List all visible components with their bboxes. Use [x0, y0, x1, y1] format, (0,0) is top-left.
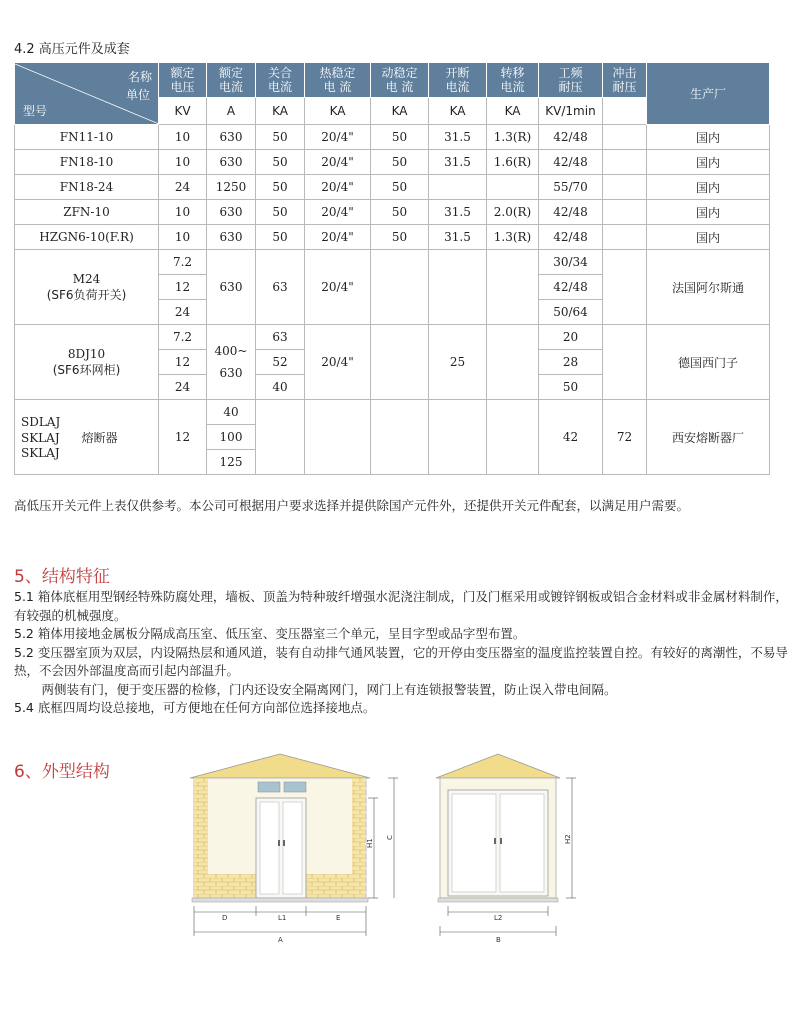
cell-power-frequency: 55/70	[539, 175, 603, 200]
para-5-1: 5.1 箱体底框用型钢经特殊防腐处理，墙板、顶盖为特种玻纤增强水泥浇注制成，门及门框采用或镀锌钢板或铝合金材料或非金属材料制作，有较强的机械强度。	[14, 589, 788, 623]
cell-power-frequency: 42/48	[539, 125, 603, 150]
cell-voltage: 12	[159, 350, 207, 375]
cell-voltage: 10	[159, 125, 207, 150]
cell-power-frequency: 50/64	[539, 300, 603, 325]
table-row	[15, 150, 770, 175]
cell-voltage: 10	[159, 225, 207, 250]
cell-breaking: 31.5	[429, 200, 487, 225]
cell-making: 50	[256, 150, 305, 175]
vent-left	[258, 782, 280, 792]
table-row	[15, 175, 770, 200]
dim-d: D	[222, 914, 228, 922]
right-roof	[436, 754, 560, 778]
table-note: 高低压开关元件上表仅供参考。本公司可根据用户要求选择并提供除国产元件外，还提供开关元件配套，以满足用户需要。	[14, 498, 690, 513]
dim-h1: H1	[366, 838, 374, 848]
cell-making: 50	[256, 225, 305, 250]
cell-transfer	[487, 400, 539, 475]
unit-ka-5: KA	[487, 98, 539, 125]
corner-model: 型号	[23, 103, 48, 118]
cell-thermal: 20/4"	[305, 325, 371, 400]
cell-breaking	[429, 175, 487, 200]
unit-kv-1min: KV/1min	[539, 98, 603, 125]
unit-ka-2: KA	[305, 98, 371, 125]
cell-dynamic	[371, 325, 429, 400]
cell-maker: 国内	[647, 175, 770, 200]
cell-maker: 国内	[647, 150, 770, 175]
cell-thermal: 20/4"	[305, 150, 371, 175]
cell-dynamic	[371, 250, 429, 325]
cell-dynamic: 50	[371, 225, 429, 250]
cell-maker: 法国阿尔斯通	[647, 250, 770, 325]
para-5-4: 5.4 底框四周均设总接地，可方便地在任何方向部位选择接地点。	[14, 700, 376, 715]
cell-model: HZGN6-10(F.R)	[15, 225, 159, 250]
cell-transfer	[487, 175, 539, 200]
cell-model: ZFN-10	[15, 200, 159, 225]
cell-breaking: 31.5	[429, 125, 487, 150]
cell-voltage: 12	[159, 275, 207, 300]
cell-current: 630	[207, 225, 256, 250]
cell-breaking: 31.5	[429, 225, 487, 250]
section-4-2-title: 4.2 高压元件及成套	[14, 42, 130, 57]
cell-impulse	[603, 150, 647, 175]
dj10-model-line1: 8DJ10	[67, 346, 106, 361]
cell-transfer: 2.0(R)	[487, 200, 539, 225]
cell-maker: 国内	[647, 125, 770, 150]
dj10-current-line2: 630	[219, 366, 243, 380]
cell-thermal	[305, 400, 371, 475]
corner-name: 名称	[127, 69, 152, 84]
header-breaking-current: 开断 电流	[429, 63, 487, 98]
cell-maker: 国内	[647, 200, 770, 225]
cell-impulse	[603, 125, 647, 150]
cell-model: FN18-24	[15, 175, 159, 200]
dim-l1: L1	[278, 914, 287, 922]
cell-making: 50	[256, 175, 305, 200]
cell-power-frequency: 42	[539, 400, 603, 475]
unit-ka-1: KA	[256, 98, 305, 125]
para-5-3: 5.2 变压器室顶为双层，内设隔热层和通风道，装有自动排气通风装置，它的开停由变压器室的温度监控装置自控。有较好的离潮性，不易导热，不会因外部温度高而引起内部温升。	[14, 644, 788, 678]
cell-making: 50	[256, 125, 305, 150]
table-row	[15, 225, 770, 250]
dim-l2: L2	[494, 914, 503, 922]
cell-making: 40	[256, 375, 305, 400]
m24-model-line2: (SF6负荷开关)	[46, 287, 127, 302]
dim-a: A	[278, 936, 283, 944]
cell-impulse	[603, 250, 647, 325]
dj10-current-line1: 400~	[214, 344, 248, 358]
cell-dynamic: 50	[371, 200, 429, 225]
cell-power-frequency: 30/34	[539, 250, 603, 275]
cell-current: 630	[207, 200, 256, 225]
cell-model: FN11-10	[15, 125, 159, 150]
cell-voltage: 12	[159, 400, 207, 475]
para-5-3b: 两侧装有门，便于变压器的检修，门内还设安全隔离网门，网门上有连锁报警装置，防止误入带电间隔。	[41, 681, 617, 697]
right-base	[438, 898, 558, 902]
cell-impulse	[603, 225, 647, 250]
cell-power-frequency: 20	[539, 325, 603, 350]
table-row-8dj10	[15, 325, 770, 350]
cell-voltage: 10	[159, 150, 207, 175]
cell-power-frequency: 42/48	[539, 150, 603, 175]
cell-breaking	[429, 400, 487, 475]
left-base	[192, 898, 368, 902]
table-row	[15, 200, 770, 225]
cell-voltage: 10	[159, 200, 207, 225]
cell-maker: 德国西门子	[647, 325, 770, 400]
cell-transfer	[487, 325, 539, 400]
cell-current: 125	[207, 450, 256, 475]
header-power-frequency: 工频 耐压	[539, 63, 603, 98]
header-rated-voltage: 额定 电压	[159, 63, 207, 98]
cell-impulse	[603, 200, 647, 225]
cell-current: 1250	[207, 175, 256, 200]
cell-transfer: 1.3(R)	[487, 225, 539, 250]
header-thermal-current: 热稳定 电 流	[305, 63, 371, 98]
table-row-fuse	[15, 400, 770, 425]
cell-current: 40	[207, 400, 256, 425]
table-row	[15, 125, 770, 150]
cell-thermal: 20/4"	[305, 125, 371, 150]
header-rated-current: 额定 电流	[207, 63, 256, 98]
section-5-body	[14, 588, 789, 718]
cell-current	[207, 325, 256, 400]
corner-unit: 单位	[125, 87, 150, 102]
cell-current: 100	[207, 425, 256, 450]
header-impulse: 冲击 耐压	[603, 63, 647, 98]
unit-ka-4: KA	[429, 98, 487, 125]
cell-making: 63	[256, 325, 305, 350]
spec-table	[14, 62, 770, 475]
cell-current: 630	[207, 250, 256, 325]
unit-impulse	[603, 98, 647, 125]
cell-making: 50	[256, 200, 305, 225]
cell-making: 63	[256, 250, 305, 325]
section-6-title: 6、外型结构	[14, 762, 110, 782]
dim-e: E	[336, 914, 341, 922]
cell-voltage: 7.2	[159, 325, 207, 350]
model-header-cell	[15, 63, 159, 125]
fuse-model-line1: SDLAJ	[21, 414, 61, 429]
cell-model-8dj10	[15, 325, 159, 400]
cell-power-frequency: 50	[539, 375, 603, 400]
cell-transfer	[487, 250, 539, 325]
dim-h2: H2	[564, 834, 572, 844]
header-transfer-current: 转移 电流	[487, 63, 539, 98]
cell-thermal: 20/4"	[305, 250, 371, 325]
cell-current: 630	[207, 150, 256, 175]
dim-b: B	[496, 936, 501, 944]
dim-c: C	[386, 835, 394, 840]
cell-dynamic	[371, 400, 429, 475]
cell-maker: 国内	[647, 225, 770, 250]
cell-breaking: 31.5	[429, 150, 487, 175]
cell-model-fuse	[15, 400, 159, 475]
cell-impulse	[603, 175, 647, 200]
cell-power-frequency: 28	[539, 350, 603, 375]
outline-drawing	[180, 750, 620, 954]
cell-thermal: 20/4"	[305, 200, 371, 225]
section-5-title: 5、结构特征	[14, 567, 110, 587]
cell-maker: 西安熔断器厂	[647, 400, 770, 475]
para-5-2: 5.2 箱体用接地金属板分隔成高压室、低压室、变压器室三个单元，呈目字型或品字型布置。	[14, 626, 526, 641]
fuse-label: 熔断器	[81, 430, 118, 445]
cell-power-frequency: 42/48	[539, 200, 603, 225]
cell-model-m24	[15, 250, 159, 325]
cell-breaking	[429, 250, 487, 325]
cell-voltage: 24	[159, 300, 207, 325]
unit-ka-3: KA	[371, 98, 429, 125]
cell-dynamic: 50	[371, 125, 429, 150]
table-row-m24	[15, 250, 770, 275]
unit-kv: KV	[159, 98, 207, 125]
header-dynamic-current: 动稳定 电 流	[371, 63, 429, 98]
cell-model: FN18-10	[15, 150, 159, 175]
cell-thermal: 20/4"	[305, 225, 371, 250]
cell-making	[256, 400, 305, 475]
cell-power-frequency: 42/48	[539, 225, 603, 250]
cell-voltage: 24	[159, 375, 207, 400]
cell-breaking: 25	[429, 325, 487, 400]
fuse-model-line3: SKLAJ	[21, 445, 60, 460]
left-roof	[190, 754, 370, 778]
cell-power-frequency: 42/48	[539, 275, 603, 300]
cell-making: 52	[256, 350, 305, 375]
fuse-model-2: SKLAJ	[21, 430, 60, 445]
dj10-model-line2: (SF6环网柜)	[52, 362, 121, 377]
header-manufacturer: 生产厂	[647, 63, 770, 125]
front-view-box	[190, 754, 398, 944]
m24-model-line1: M24	[72, 271, 101, 286]
cell-transfer: 1.6(R)	[487, 150, 539, 175]
cell-voltage: 24	[159, 175, 207, 200]
cell-dynamic: 50	[371, 150, 429, 175]
unit-a: A	[207, 98, 256, 125]
side-view-box	[436, 754, 576, 944]
cell-voltage: 7.2	[159, 250, 207, 275]
cell-impulse	[603, 325, 647, 400]
cell-current: 630	[207, 125, 256, 150]
vent-right	[284, 782, 306, 792]
cell-transfer: 1.3(R)	[487, 125, 539, 150]
header-making-current: 关合 电流	[256, 63, 305, 98]
cell-dynamic: 50	[371, 175, 429, 200]
fuse-model-line2	[21, 429, 158, 446]
cell-thermal: 20/4"	[305, 175, 371, 200]
cell-impulse: 72	[603, 400, 647, 475]
